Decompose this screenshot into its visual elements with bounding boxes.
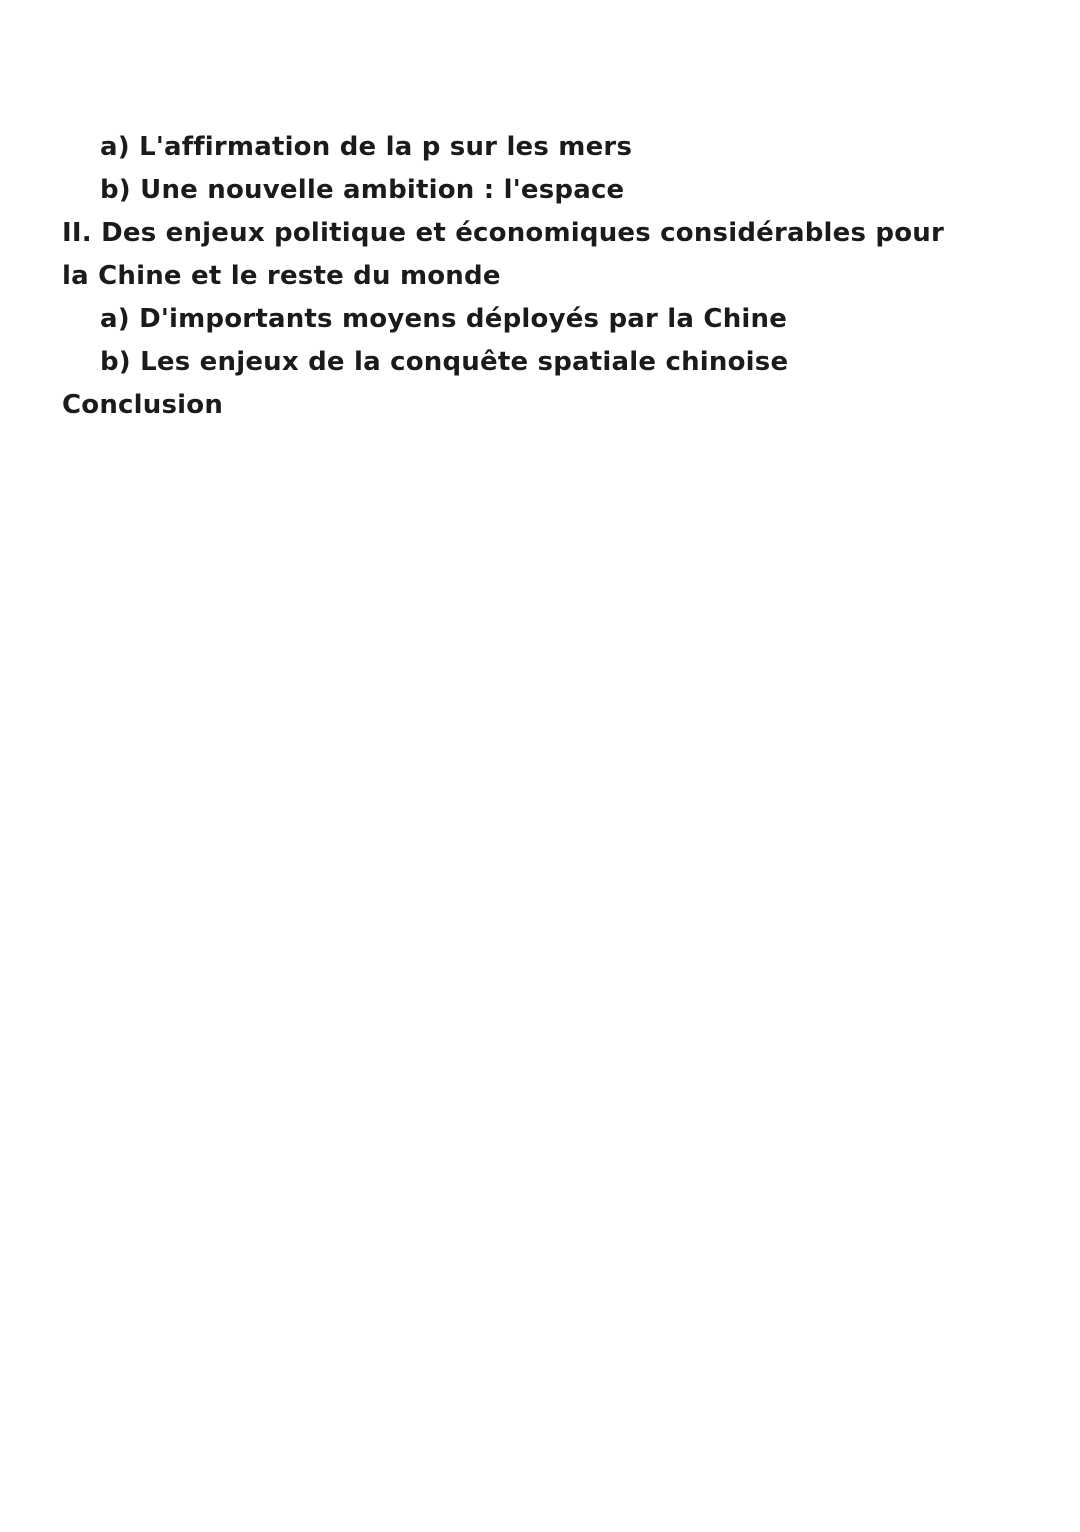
outline-heading-part-2: II. Des enjeux politique et économiques considérables pour la Chine et le reste du monde: [62, 218, 945, 291]
outline-subitem-b2: b) Les enjeux de la conquête spatiale chinoise: [100, 347, 789, 377]
outline-text-block: [62, 126, 967, 427]
outline-conclusion: Conclusion: [62, 390, 224, 420]
outline-subitem-b1: b) Une nouvelle ambition : l'espace: [100, 175, 625, 205]
outline-subitem-a2: a) D'importants moyens déployés par la Chine: [100, 304, 788, 334]
outline-subitem-a1: a) L'affirmation de la p sur les mers: [100, 132, 633, 162]
